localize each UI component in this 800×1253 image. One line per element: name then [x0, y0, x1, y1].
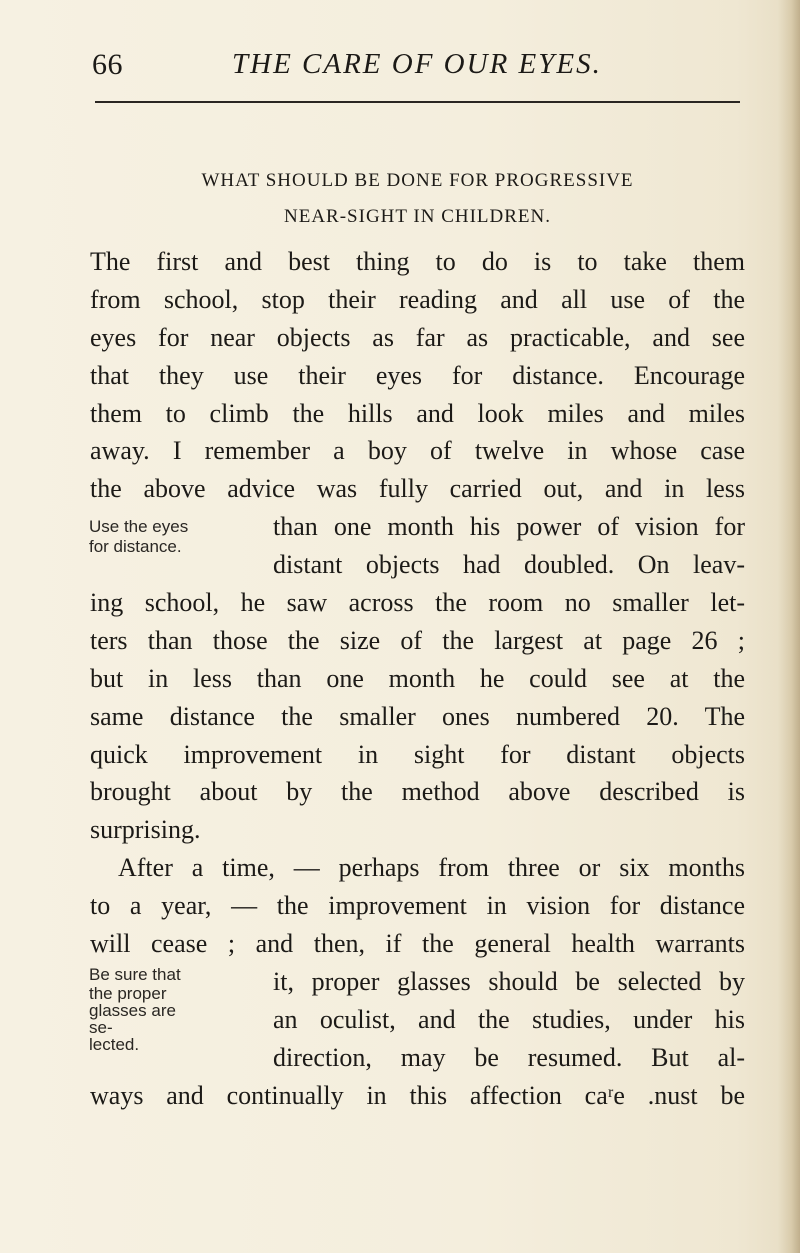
text-line: ways and continually in this affection caʳe .nust be	[90, 1080, 745, 1110]
section-heading-line-1: WHAT SHOULD BE DONE FOR PROGRESSIVE	[201, 170, 634, 191]
margin-note-line: Be sure that	[89, 965, 181, 984]
page-header	[92, 48, 742, 88]
text-line: same distance the smaller ones numbered 20. The	[90, 701, 745, 731]
running-title: THE CARE OF OUR EYES.	[232, 48, 602, 80]
margin-note-line: glasses are se-	[89, 1001, 176, 1037]
text-line: distant objects had doubled. On leav-	[273, 550, 745, 580]
text-line: quick improvement in sight for distant objects	[90, 739, 745, 769]
text-line: away. I remember a boy of twelve in whose case	[90, 436, 745, 466]
page-edge-shadow	[778, 0, 800, 1253]
margin-note-proper-glasses	[89, 965, 199, 1053]
header-rule	[95, 101, 740, 103]
text-line: that they use their eyes for distance. Encourage	[90, 360, 745, 390]
text-line: surprising.	[90, 815, 201, 845]
text-line: ing school, he saw across the room no smaller let-	[90, 588, 745, 618]
margin-note-line: Use the eyes	[89, 517, 189, 536]
text-line: the above advice was fully carried out, and in less	[90, 474, 745, 504]
text-line: direction, may be resumed. But al-	[273, 1042, 745, 1072]
text-line: but in less than one month he could see at the	[90, 663, 745, 693]
text-line: it, proper glasses should be selected by	[273, 966, 745, 996]
text-line: them to climb the hills and look miles and miles	[90, 398, 745, 428]
margin-note-line: for distance.	[89, 537, 182, 556]
text-line: The first and best thing to do is to take them	[90, 247, 745, 276]
section-heading	[90, 163, 745, 235]
text-line: an oculist, and the studies, under his	[273, 1004, 745, 1034]
text-line: will cease ; and then, if the general health warrants	[90, 929, 745, 959]
text-line: than one month his power of vision for	[273, 512, 745, 542]
margin-note-use-eyes	[89, 517, 199, 557]
text-line: to a year, — the improvement in vision for distance	[90, 891, 745, 921]
text-line: ters than those the size of the largest at page 26 ;	[90, 625, 745, 655]
text-line: brought about by the method above described is	[90, 777, 745, 807]
margin-note-line: lected.	[89, 1035, 140, 1054]
text-line: After a time, — perhaps from three or six months	[118, 853, 745, 883]
text-line: from school, stop their reading and all use of the	[90, 284, 745, 314]
section-heading-line-2: NEAR-SIGHT IN CHILDREN.	[284, 206, 551, 227]
page-number: 66	[92, 48, 123, 81]
text-line: eyes for near objects as far as practicable, and see	[90, 322, 745, 352]
margin-note-line: the proper	[89, 984, 167, 1003]
